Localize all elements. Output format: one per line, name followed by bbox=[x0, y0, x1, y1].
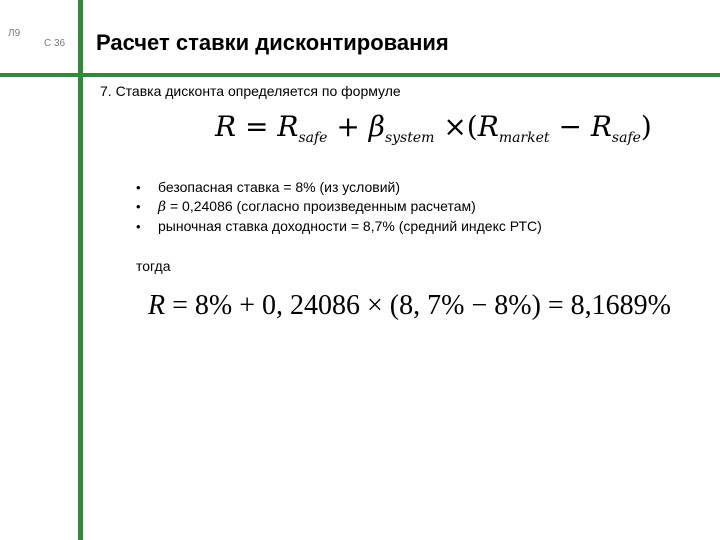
discount-rate-formula bbox=[215, 110, 652, 146]
formula-equals: = bbox=[245, 110, 269, 143]
formula-r-safe-2: R bbox=[590, 110, 612, 143]
formula-plus: + bbox=[336, 110, 360, 143]
vertical-divider bbox=[78, 0, 83, 540]
formula-lhs: R bbox=[215, 110, 237, 143]
horizontal-divider bbox=[0, 73, 720, 77]
list-item: • безопасная ставка = 8% (из условий) bbox=[136, 178, 542, 197]
parameter-list bbox=[136, 178, 542, 236]
step-text: 7. Ставка дисконта определяется по формуле bbox=[100, 83, 401, 99]
formula-minus: − bbox=[558, 110, 582, 143]
then-label: тогда bbox=[136, 258, 171, 274]
formula-safe-sub-2: safe bbox=[611, 130, 641, 146]
result-lhs: R bbox=[148, 290, 166, 321]
formula-r-safe: R bbox=[277, 110, 299, 143]
list-item: • рыночная ставка доходности = 8,7% (средний индекс РТС) bbox=[136, 217, 542, 236]
slide-number: Л9 bbox=[8, 28, 21, 39]
formula-safe-sub: safe bbox=[298, 130, 328, 146]
beta-symbol: β bbox=[158, 199, 167, 215]
formula-lparen: ( bbox=[466, 110, 478, 143]
page-reference: С 36 bbox=[44, 38, 66, 49]
formula-times: × bbox=[443, 110, 467, 143]
list-item: • β = 0,24086 (согласно произведенным расчетам) bbox=[136, 197, 542, 217]
formula-rparen: ) bbox=[640, 110, 652, 143]
formula-r-market: R bbox=[477, 110, 499, 143]
formula-system-sub: system bbox=[384, 130, 435, 146]
formula-market-sub: market bbox=[498, 130, 550, 146]
formula-beta: β bbox=[368, 110, 385, 143]
result-formula bbox=[148, 290, 671, 322]
result-expression: = 8% + 0, 24086 × (8, 7% − 8%) = 8,1689% bbox=[165, 290, 672, 321]
page-title: Расчет ставки дисконтирования bbox=[96, 30, 449, 55]
